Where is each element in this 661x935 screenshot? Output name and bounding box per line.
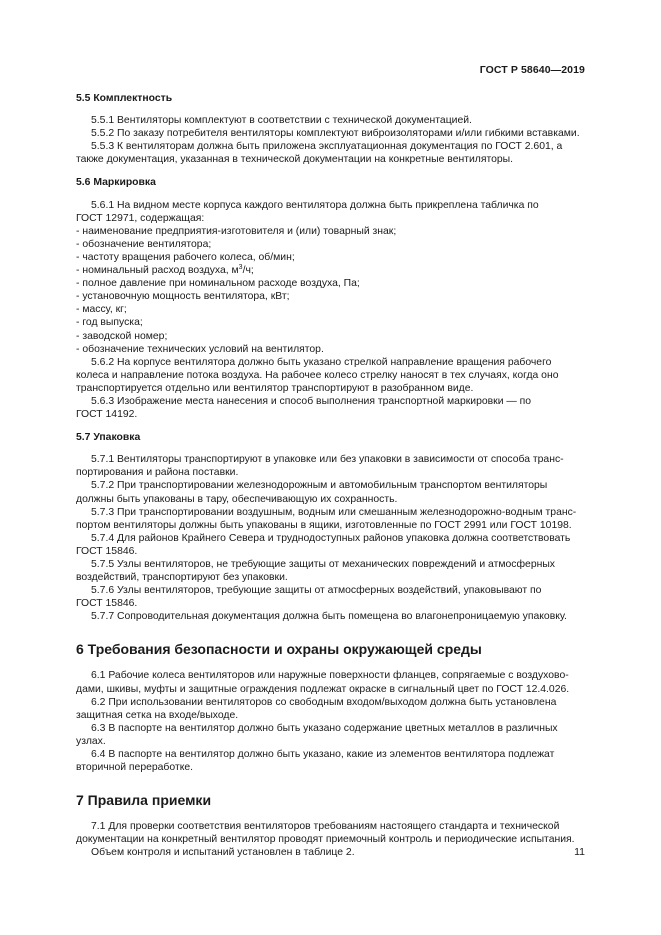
section-6-title: 6 Требования безопасности и охраны окружающей среды [76,641,482,658]
para-6-1-line1: 6.1 Рабочие колеса вентиляторов или наружные поверхности фланцев, сопрягаемые с воздухово- [91,670,569,682]
para-5-7-1-line2: портирования и района поставки. [76,467,239,479]
superscript: 3 [238,264,243,272]
para-5-6-2-line3: транспортируется отдельно или вентилятор транспортируют в разобранном виде. [76,382,474,394]
para-5-7-7: 5.7.7 Сопроводительная документация должна быть помещена во влагонепроницаемую упаковку. [91,611,567,623]
list-item-tail: /ч; [242,265,254,277]
para-5-7-5-line1: 5.7.5 Узлы вентиляторов, не требующие защиты от механических повреждений и атмосферных [91,559,555,570]
para-5-7-6-line1: 5.7.6 Узлы вентиляторов, требующие защиты от атмосферных воздействий, упаковывают по [91,585,542,597]
section-5-7-title: 5.7 Упаковка [76,432,141,444]
section-5-5-title: 5.5 Комплектность [76,93,173,104]
para-6-1-line2: дами, шкивы, муфты и защитные ограждения подлежат окраске в сигнальный цвет по ГОСТ 12.4.026. [76,683,570,695]
para-5-7-4-line2: ГОСТ 15846. [76,545,138,557]
para-5-7-6-line2: ГОСТ 15846. [76,598,138,610]
para-5-7-4-line1: 5.7.4 Для районов Крайнего Севера и труднодоступных районов упаковка должна соответствовать [91,532,571,544]
para-7-1-line1: 7.1 Для проверки соответствия вентиляторов требованиям настоящего стандарта и технической [91,821,560,833]
para-5-5-2: 5.5.2 По заказу потребителя вентиляторы комплектуют виброизоляторами и/или гибкими вставками. [91,128,580,140]
para-5-7-2-line2: должны быть упакованы в тару, обеспечивающую их сохранность. [76,493,398,505]
section-5-6-title: 5.6 Маркировка [76,177,156,189]
list-item: - заводской номер; [76,330,168,342]
list-item: - обозначение вентилятора; [76,238,212,250]
para-5-6-1-line2: ГОСТ 12971, содержащая: [76,212,205,224]
page-number: 11 [574,846,585,858]
para-6-3-line2: узлах. [76,735,106,747]
list-item [76,264,585,277]
para-5-7-3-line2: портом вентиляторы должны быть упакованы в ящики, изготовленные по ГОСТ 2991 или ГОСТ 10198. [76,519,572,531]
para-5-5-3-line2: также документация, указанная в технической документации на конкретные вентиляторы. [76,154,514,166]
para-5-6-1-line1: 5.6.1 На видном месте корпуса каждого вентилятора должна быть прикреплена табличка по [91,199,539,211]
para-5-6-2-line2: колеса и направление потока воздуха. На рабочее колесо стрелку наносят в тех случаях, когда оно [76,369,559,381]
para-6-2-line2: защитная сетка на входе/выходе. [76,709,239,721]
para-6-4-line1: 6.4 В паспорте на вентилятор должно быть указано, какие из элементов вентилятора подлежат [91,749,555,761]
list-item: - наименование предприятия-изготовителя и (или) товарный знак; [76,225,397,237]
para-5-6-3-line1: 5.6.3 Изображение места нанесения и способ выполнения транспортной маркировки — по [91,395,532,407]
document-header: ГОСТ Р 58640—2019 [479,64,585,76]
para-5-7-5-line2: воздействий, транспортируют без упаковки. [76,572,288,584]
para-5-5-3-line1: 5.5.3 К вентиляторам должна быть приложена эксплуатационная документация по ГОСТ 2.601, а [91,141,563,153]
list-item: - полное давление при номинальном расходе воздуха, Па; [76,278,360,290]
para-6-3-line1: 6.3 В паспорте на вентилятор должно быть указано содержание цветных металлов в различных [91,722,558,734]
section-7-title: 7 Правила приемки [76,792,212,809]
list-item-text: - номинальный расход воздуха, м [76,265,239,277]
para-5-7-1-line1: 5.7.1 Вентиляторы транспортируют в упаковке или без упаковки в зависимости от способа транс- [91,454,564,466]
para-6-4-line2: вторичной переработке. [76,762,194,774]
list-item: - массу, кг; [76,304,127,316]
list-item: - установочную мощность вентилятора, кВт; [76,291,290,303]
para-5-5-1: 5.5.1 Вентиляторы комплектуют в соответствии с технической документацией. [91,115,472,127]
list-item: - обозначение технических условий на вентилятор. [76,343,324,355]
document-body [76,92,585,860]
para-6-2-line1: 6.2 При использовании вентиляторов со свободным входом/выходом должна быть установлена [91,696,557,708]
para-7-1-line2: документации на конкретный вентилятор проводят приемочный контроль и периодические испытания. [76,834,575,846]
para-5-6-3-line2: ГОСТ 14192. [76,409,138,421]
para-5-6-2-line1: 5.6.2 На корпусе вентилятора должно быть указано стрелкой направление вращения рабочего [91,356,552,368]
list-item: - частоту вращения рабочего колеса, об/мин; [76,251,295,263]
list-item: - год выпуска; [76,317,143,329]
para-7-1-line3: Объем контроля и испытаний установлен в таблице 2. [91,847,355,859]
para-5-7-2-line1: 5.7.2 При транспортировании железнодорожным и автомобильным транспортом вентиляторы [91,480,548,492]
para-5-7-3-line1: 5.7.3 При транспортировании воздушным, водным или смешанным железнодорожно-водным транс- [91,506,577,518]
